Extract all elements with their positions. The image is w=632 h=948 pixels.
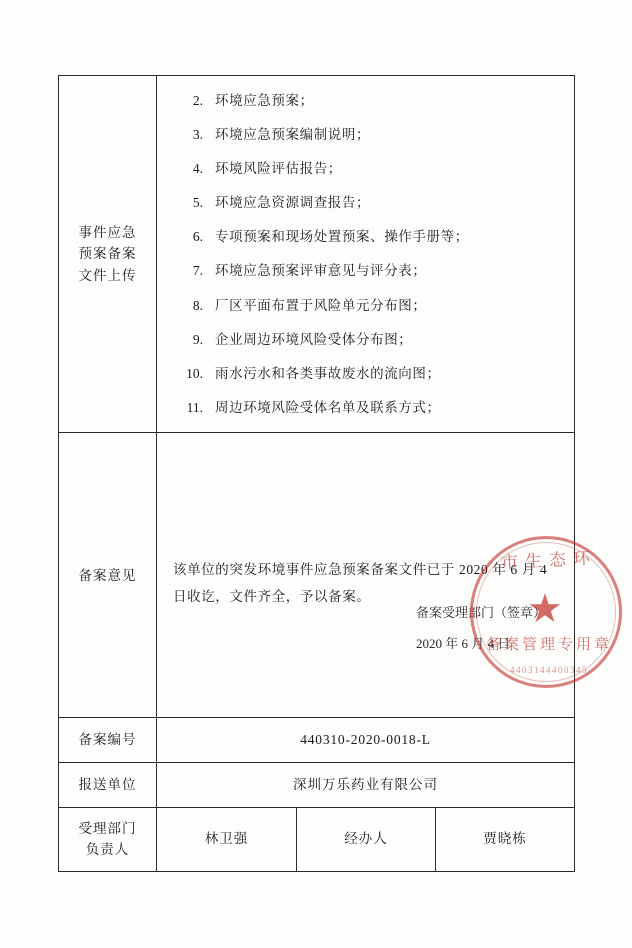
files-label-line-1: 事件应急 (78, 224, 137, 240)
list-item-label: 厂区平面布置于风险单元分布图； (215, 297, 427, 313)
submit-unit-label-cell: 报送单位 (59, 763, 157, 808)
list-item-number: 6. (192, 229, 203, 245)
signature-block (416, 597, 546, 659)
handler-label: 经办人 (297, 807, 436, 871)
record-form-table (58, 75, 612, 872)
seal-code-text: 4403144400345 (510, 665, 588, 676)
list-item (173, 90, 564, 112)
opinion-text: 该单位的突发环境事件应急预案备案文件已于 2020 年 6 月 4 日收讫，文件齐全，予以备案。 (173, 562, 548, 605)
list-item-label: 环境应急预案； (215, 93, 314, 108)
responsible-name: 林卫强 (157, 807, 297, 871)
list-item-label: 环境应急预案评审意见与评分表； (215, 263, 427, 279)
responsible-label-cell (59, 807, 157, 871)
responsible-label-line-1: 受理部门 (78, 820, 137, 836)
list-item (173, 329, 564, 351)
list-item-label: 环境应急资源调查报告； (215, 195, 371, 211)
list-item-number: 2. (192, 93, 203, 108)
record-no-label-cell: 备案编号 (59, 718, 157, 763)
submit-unit-value: 深圳万乐药业有限公司 (157, 763, 575, 808)
list-item (173, 397, 564, 419)
responsible-label-line-2: 负责人 (85, 842, 130, 858)
list-item (173, 226, 564, 248)
table-row-submit-unit (59, 763, 575, 808)
table-row-responsible (59, 807, 575, 871)
seal-top-text: 市生态环 (500, 548, 598, 573)
table-row-files (59, 76, 575, 433)
list-item (173, 124, 564, 146)
list-item-label: 雨水污水和各类事故废水的流向图； (215, 365, 441, 381)
list-item-number: 3. (192, 127, 203, 143)
list-item-number: 8. (192, 297, 203, 313)
list-item (173, 363, 564, 385)
files-list-cell (157, 76, 575, 433)
table-row-record-no (59, 718, 575, 763)
opinion-label-cell: 备案意见 (59, 433, 157, 718)
list-item-label: 周边环境风险受体名单及联系方式； (215, 399, 441, 415)
list-item (173, 295, 564, 317)
list-item-label: 环境风险评估报告； (215, 161, 342, 177)
list-item-number: 7. (192, 263, 203, 279)
list-item-number: 9. (192, 331, 203, 347)
list-item (173, 192, 564, 214)
list-item (173, 260, 564, 282)
list-item (173, 158, 564, 180)
list-item-label: 专项预案和现场处置预案、操作手册等； (215, 229, 469, 245)
seal-bottom-text: 备案管理专用章 (485, 637, 612, 654)
list-item-label: 企业周边环境风险受体分布图； (215, 331, 413, 347)
list-item-number: 5. (192, 195, 203, 211)
list-item-number: 10. (186, 365, 203, 381)
table-row-opinion (59, 433, 575, 718)
list-item-number: 4. (192, 161, 203, 177)
star-icon: ★ (527, 586, 563, 632)
files-label-line-2: 预案备案 (78, 246, 137, 262)
opinion-content-cell (157, 433, 612, 718)
handler-name: 贾晓栋 (436, 807, 575, 871)
record-no-value: 440310-2020-0018-L (157, 718, 575, 763)
list-item-label: 环境应急预案编制说明； (215, 127, 371, 143)
signature-date: 2020 年 6 月 4 日 (416, 636, 511, 652)
file-list (173, 90, 564, 418)
signature-department: 备案受理部门（签章） (416, 605, 547, 621)
list-item-number: 11. (186, 399, 203, 415)
files-label-cell (59, 76, 157, 433)
files-label-line-3: 文件上传 (78, 268, 137, 284)
